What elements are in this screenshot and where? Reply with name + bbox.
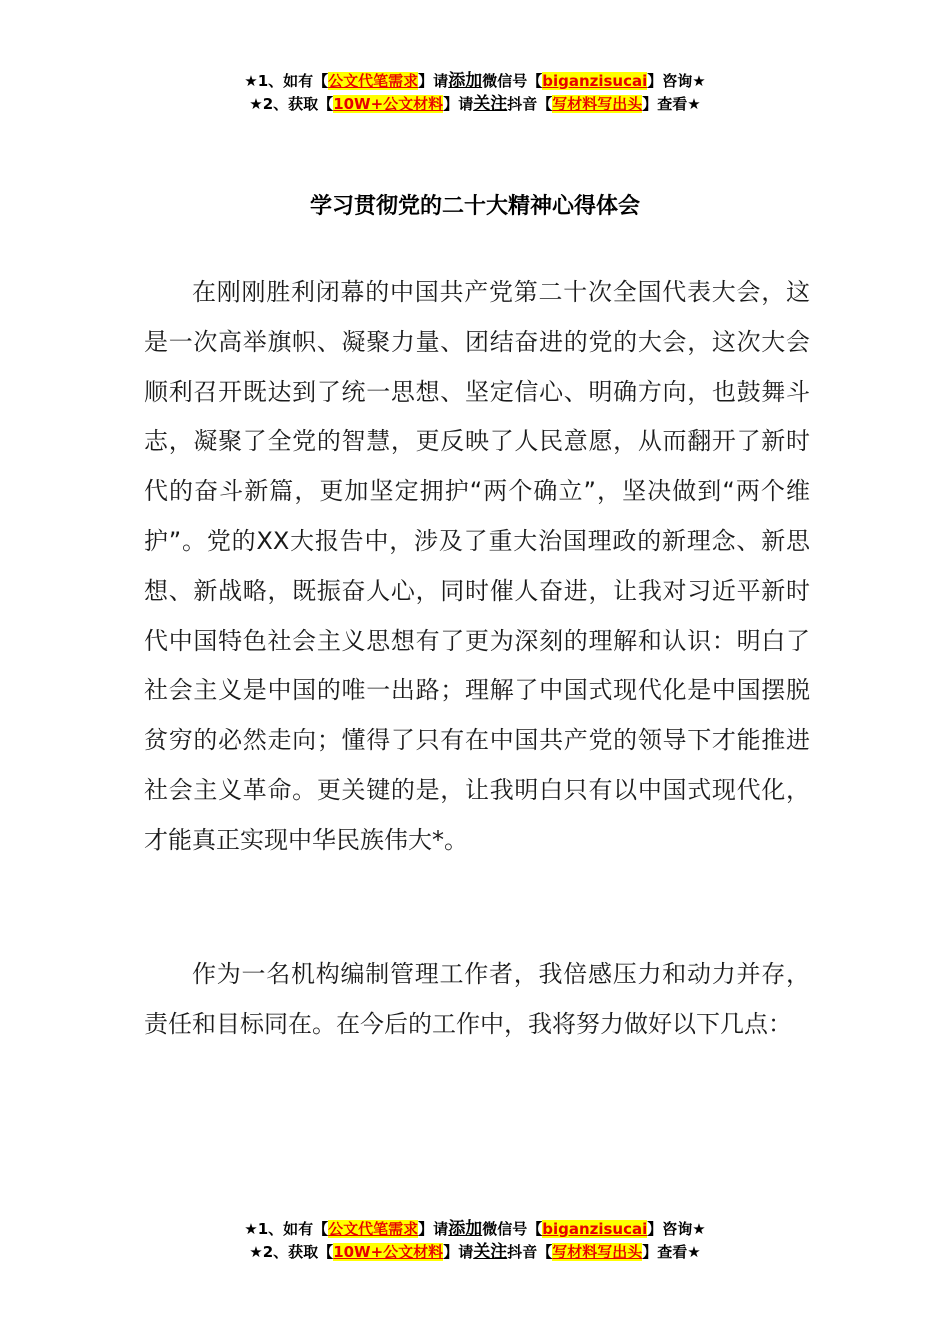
underlined-add: 添加: [448, 1219, 483, 1239]
highlight-service: 公文代笔需求: [328, 1220, 419, 1238]
underlined-follow: 关注: [473, 1242, 508, 1262]
douyin-account: 写材料写出头: [552, 1243, 643, 1261]
promo-line-2: ★2、获取【10W+公文材料】请关注抖音【写材料写出头】查看★: [249, 1242, 701, 1262]
wechat-id: biganzisucai: [542, 1220, 648, 1238]
promo-line-1: ★1、如有【公文代笔需求】请添加微信号【biganzisucai】咨询★: [244, 71, 706, 91]
wechat-id: biganzisucai: [542, 72, 648, 90]
highlight-service: 公文代笔需求: [328, 72, 419, 90]
top-promo-banner: [0, 70, 950, 116]
underlined-follow: 关注: [473, 94, 508, 114]
douyin-account: 写材料写出头: [552, 95, 643, 113]
underlined-add: 添加: [448, 71, 483, 91]
body-paragraph-1: 在刚刚胜利闭幕的中国共产党第二十次全国代表大会，这是一次高举旗帜、凝聚力量、团结奋进的党的大会，这次大会顺利召开既达到了统一思想、坚定信心、明确方向，也鼓舞斗志，凝聚了全党的智慧，更反映了人民意愿，从而翻开了新时代的奋斗新篇，更加坚定拥护“两个确立”，坚决做到“两个维护”。党的XX大报告中，涉及了重大治国理政的新理念、新思想、新战略，既振奋人心，同时催人奋进，让我对习近平新时代中国特色社会主义思想有了更为深刻的理解和认识：明白了社会主义是中国的唯一出路；理解了中国式现代化是中国摆脱贫穷的必然走向；懂得了只有在中国共产党的领导下才能推进社会主义革命。更关键的是，让我明白只有以中国式现代化，才能真正实现中华民族伟大*。: [144, 278, 810, 854]
document-title: 学习贯彻党的二十大精神心得体会: [309, 194, 640, 219]
highlight-materials: 10W+公文材料: [333, 95, 444, 113]
promo-line-2: ★2、获取【10W+公文材料】请关注抖音【写材料写出头】查看★: [249, 94, 701, 114]
promo-line-1: ★1、如有【公文代笔需求】请添加微信号【biganzisucai】咨询★: [244, 1219, 706, 1239]
bottom-promo-banner: [0, 1218, 950, 1264]
highlight-materials: 10W+公文材料: [333, 1243, 444, 1261]
body-paragraph-2: 作为一名机构编制管理工作者，我倍感压力和动力并存，责任和目标同在。在今后的工作中，我将努力做好以下几点：: [144, 960, 810, 1038]
